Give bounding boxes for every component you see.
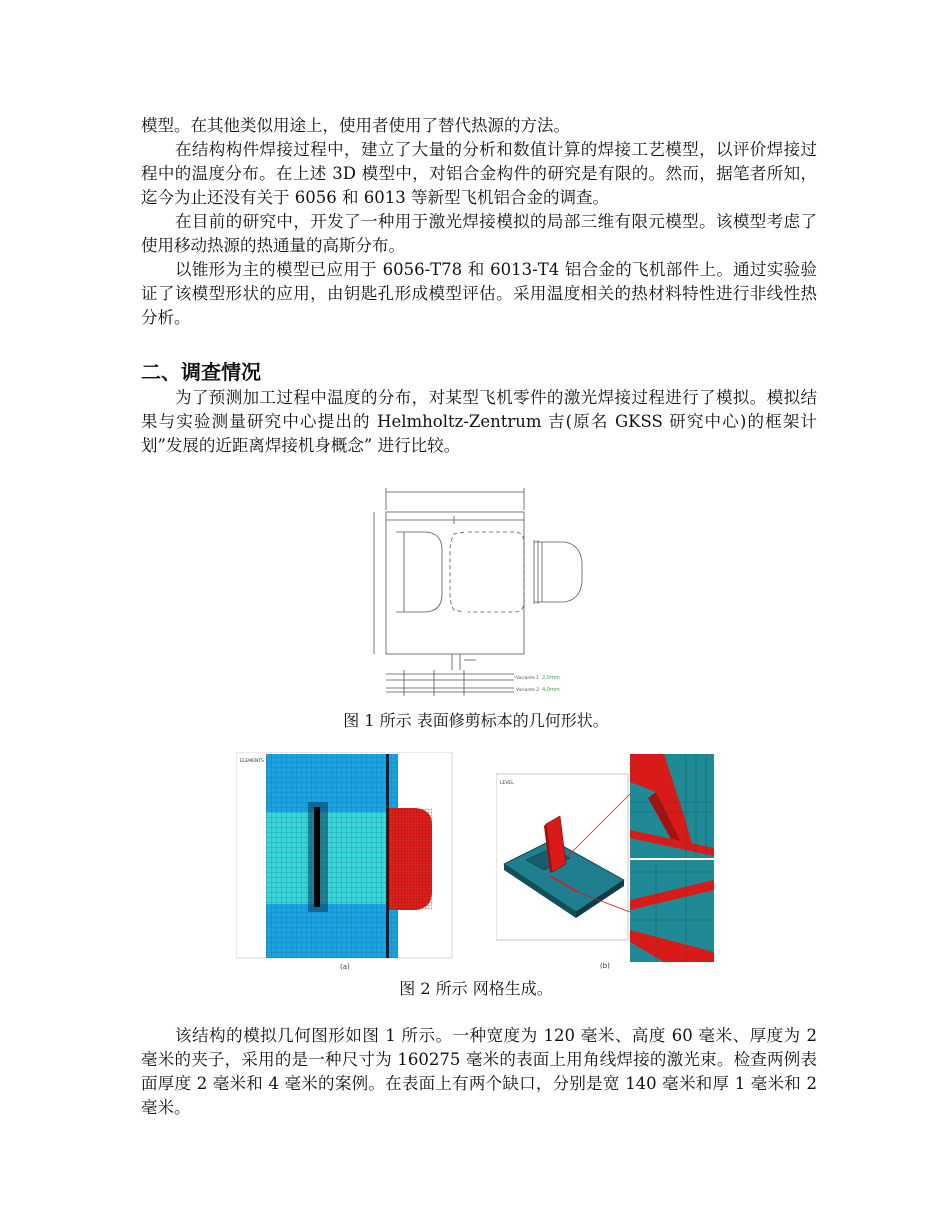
figure2-panel-b — [496, 752, 716, 974]
paragraph-continuation: 模型。在其他类似用途上，使用者使用了替代热源的方法。 — [141, 116, 570, 135]
legend-label-variant-1: Variante 1 — [516, 676, 540, 681]
paragraph-geometry: 该结构的模拟几何图形如图 1 所示。一种宽度为 120 毫米、高度 60 毫米、厚度为 2 毫米的夹子，采用的是一种尺寸为 160275 毫米的表面上用角线焊接的激光束。检查两例表面厚度 2 毫米和 4 毫米的案例。在表面上有两个缺口，分别是宽 140 毫米和厚 1 毫米和 2 毫米。 — [141, 1026, 817, 1117]
panel-a-title: ELEMENTS — [240, 759, 264, 764]
figure1-caption: 图 1 所示 表面修剪标本的几何形状。 — [343, 711, 609, 730]
figure2-panel-a — [236, 752, 456, 972]
section-heading: 二、调查情况 — [141, 360, 261, 384]
panel-b-title: LEVEL — [500, 781, 514, 786]
paragraph-investigation: 为了预测加工过程中温度的分布，对某型飞机零件的激光焊接过程进行了模拟。模拟结果与实验测量研究中心提出的 Helmholtz-Zentrum 吉(原名 GKSS 研究中心)的框架计划”发展的近距离焊接机身概念” 进行比较。 — [141, 388, 817, 455]
figure1-drawing — [364, 482, 586, 702]
paragraph-welding-models: 在结构构件焊接过程中，建立了大量的分析和数值计算的焊接工艺模型，以评价焊接过程中的温度分布。在上述 3D 模型中，对铝合金构件的研究是有限的。然而，据笔者所知，迄今为止还没有关于 6056 和 6013 等新型飞机铝合金的调查。 — [141, 140, 817, 207]
legend-value-variant-2: 4,0mm — [542, 687, 560, 693]
paragraph-cone-model: 以锥形为主的模型已应用于 6056-T78 和 6013-T4 铝合金的飞机部件上。通过实验验证了该模型形状的应用，由钥匙孔形成模型评估。采用温度相关的热材料特性进行非线性热分析。 — [141, 260, 817, 327]
paragraph-current-study: 在目前的研究中，开发了一种用于激光焊接模拟的局部三维有限元模型。该模型考虑了使用移动热源的热通量的高斯分布。 — [141, 212, 817, 255]
panel-a-label: (a) — [340, 963, 350, 971]
legend-value-variant-1: 2,0mm — [542, 675, 560, 681]
figure2-caption: 图 2 所示 网格生成。 — [399, 979, 553, 998]
legend-label-variant-2: Variante 2 — [516, 688, 540, 693]
panel-b-label: (b) — [600, 962, 610, 970]
